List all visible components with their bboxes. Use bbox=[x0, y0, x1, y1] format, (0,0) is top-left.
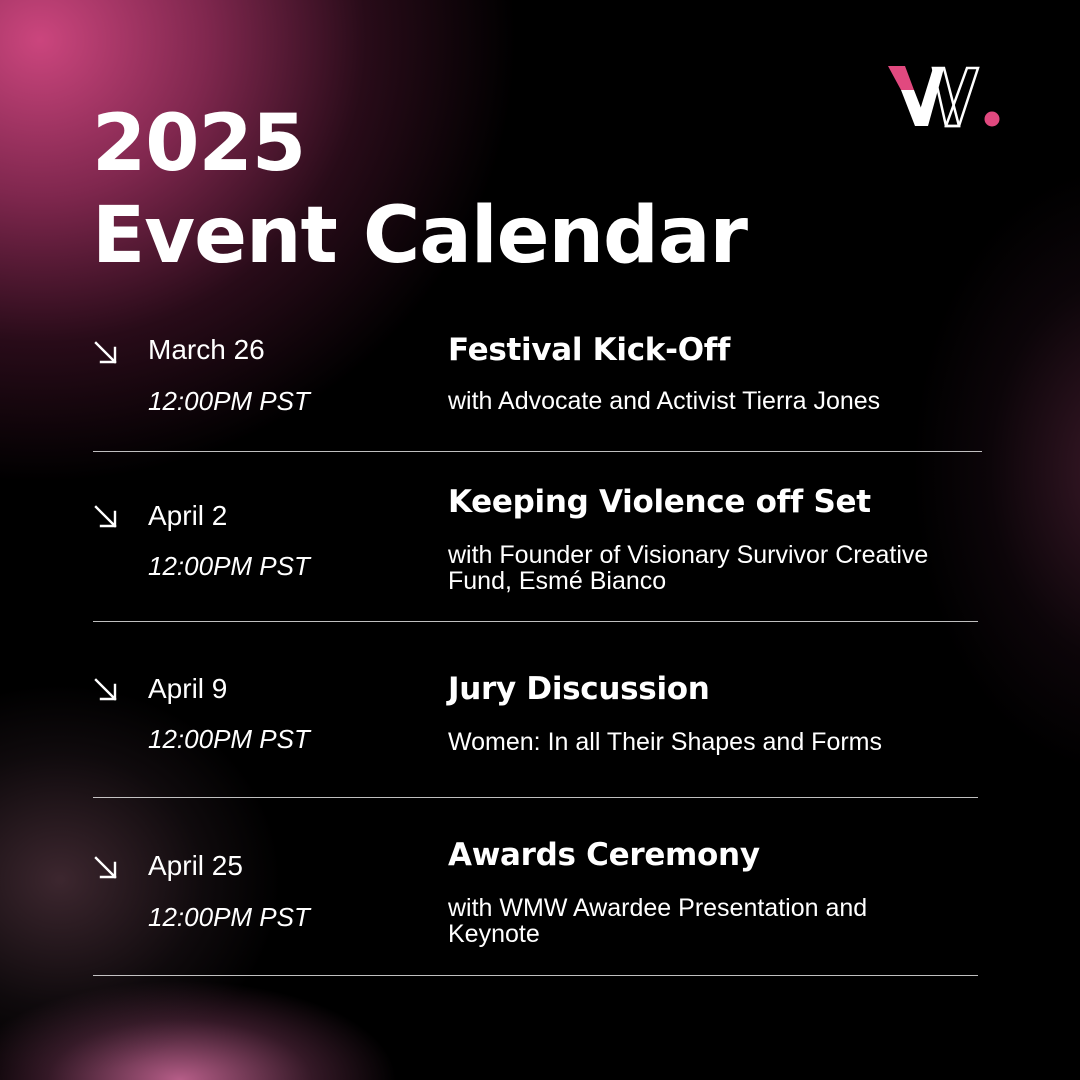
arrow-down-right-icon bbox=[93, 340, 119, 366]
event-time: 12:00PM PST bbox=[148, 902, 310, 932]
arrow-down-right-icon bbox=[93, 677, 119, 703]
event-title: Keeping Violence off Set bbox=[448, 484, 871, 520]
event-date: April 25 bbox=[148, 850, 243, 881]
divider bbox=[93, 621, 978, 622]
title-heading: Event Calendar bbox=[92, 191, 747, 281]
event-description: with Advocate and Activist Tierra Jones bbox=[448, 387, 881, 415]
w-logo-icon bbox=[888, 64, 1004, 130]
divider bbox=[93, 975, 978, 976]
event-title: Jury Discussion bbox=[448, 671, 710, 707]
event-description: with Founder of Visionary Survivor Creative Fund, Esmé Bianco bbox=[448, 541, 929, 595]
event-title: Festival Kick-Off bbox=[448, 332, 731, 368]
title-year: 2025 bbox=[92, 99, 306, 189]
arrow-down-right-icon bbox=[93, 855, 119, 881]
event-date: March 26 bbox=[148, 334, 265, 365]
event-description: Women: In all Their Shapes and Forms bbox=[448, 728, 882, 756]
event-time: 12:00PM PST bbox=[148, 551, 310, 581]
page-title bbox=[92, 98, 747, 282]
divider bbox=[93, 451, 982, 452]
event-time: 12:00PM PST bbox=[148, 386, 310, 416]
divider bbox=[93, 797, 978, 798]
event-date: April 2 bbox=[148, 500, 228, 531]
arrow-down-right-icon bbox=[93, 504, 119, 530]
event-description: with WMW Awardee Presentation and Keynote bbox=[448, 894, 868, 948]
event-time: 12:00PM PST bbox=[148, 724, 310, 754]
event-title: Awards Ceremony bbox=[448, 837, 760, 873]
event-date: April 9 bbox=[148, 673, 228, 704]
